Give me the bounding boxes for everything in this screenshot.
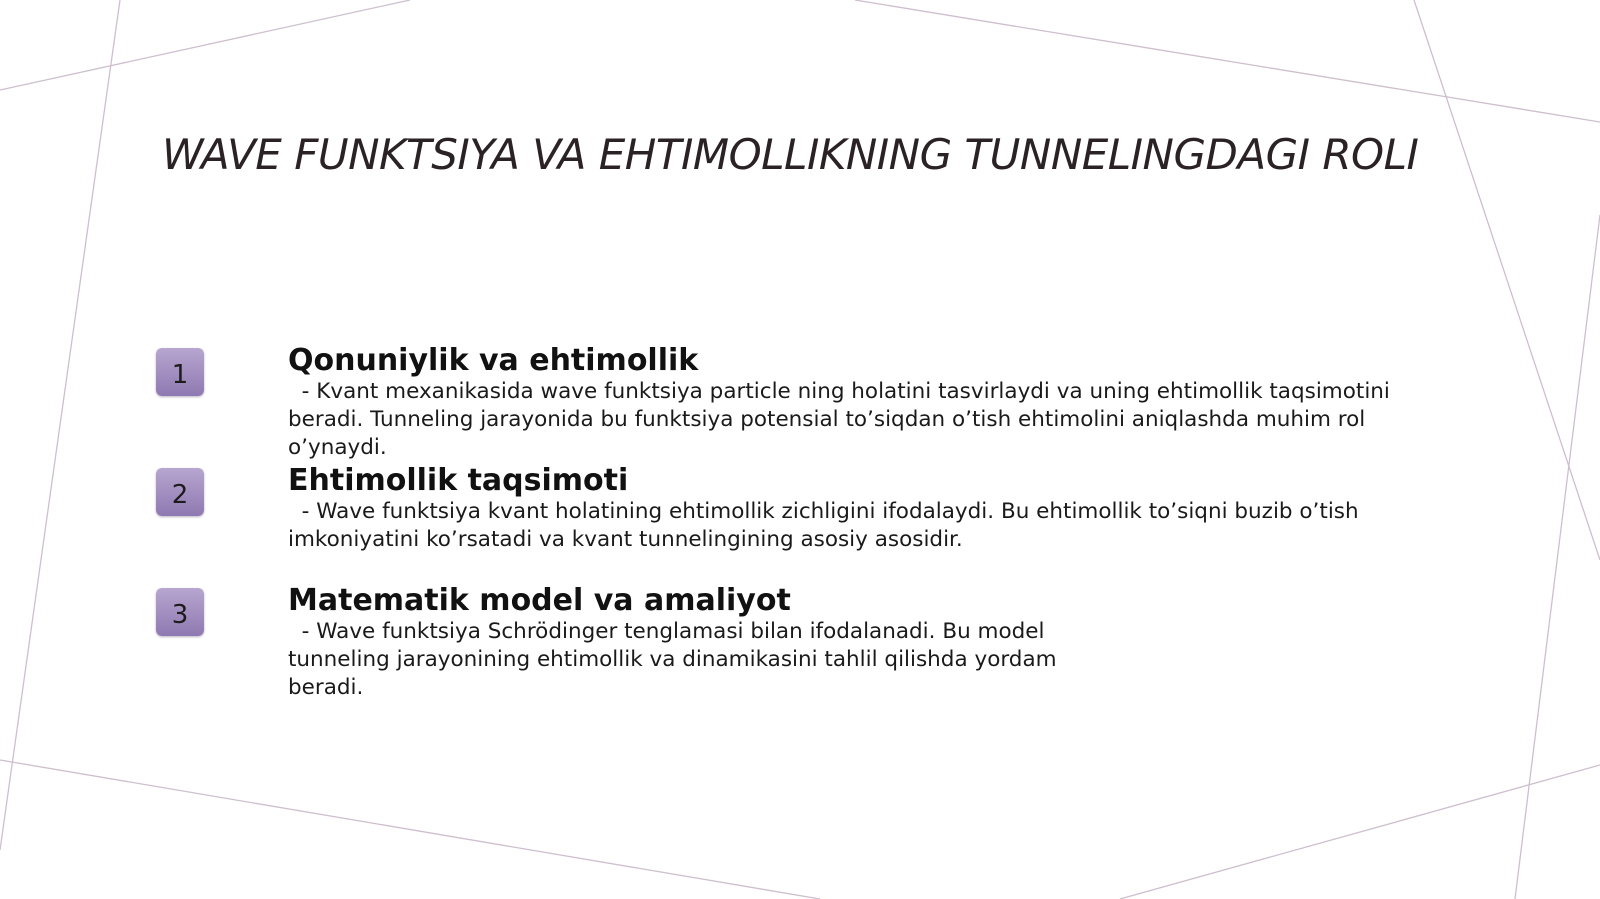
bg-line [1120,765,1600,899]
item-body: - Wave funktsiya kvant holatining ehtimollik zichligini ifodalaydi. Bu ehtimollik to’siqni buzib o’tish imkoniyatini ko’rsatadi va kvant tunnelingining asosiy asosidir. [288,499,1366,552]
item-heading: Matematik model va amaliyot [288,583,791,618]
item-heading: Qonuniylik va ehtimollik [288,343,699,378]
bg-line [0,760,820,899]
list-item-3 [288,584,1088,702]
bg-line [0,0,120,850]
list-item-1 [288,344,1408,462]
item-body: - Kvant mexanikasida wave funktsiya particle ning holatini tasvirlaydi va uning ehtimollik taqsimotini beradi. Tunneling jarayonida bu funktsiya potensial to’siqdan o’tish ehtimolini aniqlashda muhim rol o’ynaydi. [288,379,1397,460]
list-item-2 [288,464,1398,554]
item-body: - Wave funktsiya Schrödinger tenglamasi bilan ifodalanadi. Bu model tunneling jarayonining ehtimollik va dinamikasini tahlil qilishda yordam beradi. [288,619,1064,700]
step-number-badge-2: 2 [156,468,204,516]
step-number-badge-3: 3 [156,588,204,636]
bg-line [0,0,410,90]
step-number-badge-1: 1 [156,348,204,396]
slide-title: WAVE FUNKTSIYA VA EHTIMOLLIKNING TUNNELINGDAGI ROLI [162,130,1419,179]
bg-line [1515,215,1600,899]
bg-line [855,0,1600,122]
item-heading: Ehtimollik taqsimoti [288,463,629,498]
bg-line [1414,0,1600,560]
